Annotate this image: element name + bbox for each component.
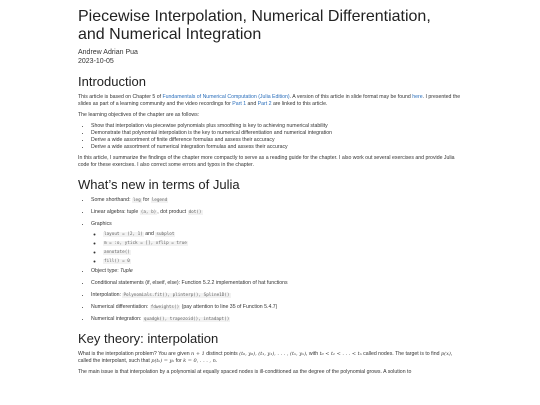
part1-link[interactable]: Part 1 <box>232 101 247 107</box>
article-title <box>78 8 466 44</box>
item-label: Interpolation: <box>91 292 123 298</box>
kt-text: , with <box>306 351 320 357</box>
intro-paragraph-1 <box>78 94 466 108</box>
code-snippet: dot() <box>188 210 202 215</box>
keytheory-heading: Key theory: interpolation <box>78 331 219 346</box>
intro-text: and <box>246 101 258 107</box>
math-expr: p(x) <box>440 351 451 357</box>
item-text: for <box>141 197 151 203</box>
kt-text: distinct points <box>204 351 240 357</box>
graphics-subitem <box>103 258 466 265</box>
graphics-subitem <box>103 231 466 238</box>
item-label: Numerical differentiation: <box>91 304 150 310</box>
graphics-item <box>91 221 466 265</box>
code-snippet: layout = (2, 1) <box>104 232 143 237</box>
item-label: Numerical integration: <box>91 316 143 322</box>
item-text: (pay attention to line 35 of Function 5.4.7) <box>180 304 278 310</box>
item-label: Graphics <box>91 221 112 227</box>
item-text: and <box>143 231 156 237</box>
math-expr: p(tₖ) = yₖ <box>151 358 175 364</box>
book-link[interactable]: Fundamentals of Numerical Computation (Julia Edition) <box>162 94 290 100</box>
kt-text: What is the interpolation problem? You are given <box>78 351 192 357</box>
conditional-item: • Conditional statements (if, elseif, else): Function 5.2.2 implementation of hat functions <box>91 280 466 287</box>
intro-paragraph-3: In this article, I summarize the findings of the chapter more compactly to serve as a reading guide for the chapter. I also work out several exercises and provide Julia code for these exercises. I also correct some errors and typos in the chapter. <box>78 155 455 168</box>
objective-item: • Demonstrate that polynomial interpolation is the key to numerical differentiation and numerical integration <box>91 130 466 137</box>
keytheory-paragraph-1 <box>78 351 466 365</box>
item-label: Some shorthand: <box>91 197 132 203</box>
whatsnew-heading: What’s new in terms of Julia <box>78 177 240 192</box>
code-snippet: annotate() <box>104 250 130 255</box>
linalg-item <box>91 209 466 216</box>
part2-link[interactable]: Part 2 <box>257 101 272 107</box>
numint-item <box>91 316 466 323</box>
numdiff-item <box>91 304 466 311</box>
math-expr: (t₀, y₀), (t₁, y₁), . . . , (tₙ, yₙ) <box>239 351 307 357</box>
item-text: , dot product <box>157 209 188 215</box>
keytheory-paragraph-2: The main issue is that interpolation by a polynomial at equally spaced nodes is ill-conditioned as the degree of the polynomial grows. A solution to <box>78 369 412 375</box>
code-snippet: leg <box>132 198 141 203</box>
slides-link[interactable]: here <box>412 94 423 100</box>
item-label: Object type: <box>91 268 121 274</box>
kt-text: for <box>174 358 184 364</box>
kt-text: , called the interpolant, such that <box>78 351 453 364</box>
code-snippet: legend <box>151 198 168 203</box>
intro-heading: Introduction <box>78 74 146 89</box>
math-expr: k = 0, . . . , n <box>183 358 216 364</box>
objectives-list <box>78 123 466 151</box>
objective-item: • Derive a wide assortment of finite difference formulas and assess their accuracy <box>91 137 466 144</box>
item-label: Linear algebra: tuple <box>91 209 140 215</box>
code-snippet: Polynomials.fit(), plinterp(), Spline1D() <box>123 293 230 298</box>
objective-item: • Derive a wide assortment of numerical integration formulas and assess their accuracy <box>91 144 466 151</box>
graphics-sublist <box>91 231 466 265</box>
title-line-2: and Numerical Integration <box>78 26 262 43</box>
intro-paragraph-2: The learning objectives of the chapter are as follows: <box>78 112 200 118</box>
code-snippet: (a, b) <box>140 210 157 215</box>
objtype-item <box>91 268 466 275</box>
intro-text: This article is based on Chapter 5 of <box>78 94 163 100</box>
kt-text: called nodes. The target is to find <box>361 351 441 357</box>
article-author: Andrew Adrian Pua <box>78 49 138 56</box>
article-content <box>78 8 466 380</box>
code-snippet: m = :o, ytick = [], xflip = true <box>104 241 187 246</box>
intro-text: . A version of this article in slide format may be found <box>289 94 411 100</box>
kt-text: . <box>215 358 218 364</box>
graphics-subitem <box>103 240 466 247</box>
graphics-subitem <box>103 249 466 256</box>
code-snippet: fill() = 0 <box>104 259 130 264</box>
math-expr: t₀ < t₁ < . . . < tₙ <box>319 351 362 357</box>
whatsnew-list <box>78 197 466 323</box>
code-snippet: subplot <box>156 232 175 237</box>
item-value: Tuple <box>120 268 133 274</box>
article-date: 2023-10-05 <box>78 58 114 65</box>
objective-item: • Show that interpolation via piecewise polynomials plus smoothing is key to achieving numerical stability <box>91 123 466 130</box>
interpolation-item <box>91 292 466 299</box>
intro-text: . I presented the slides as part of a learning community and the video recordings for <box>78 94 461 107</box>
code-snippet: fdweights() <box>150 305 180 310</box>
shorthand-item <box>91 197 466 204</box>
code-snippet: quadgk(), trapezoid(), intadapt() <box>143 317 230 322</box>
title-line-1: Piecewise Interpolation, Numerical Differentiation, <box>78 8 431 25</box>
math-expr: n + 1 <box>191 351 205 357</box>
intro-text: are linked to this article. <box>271 101 328 107</box>
